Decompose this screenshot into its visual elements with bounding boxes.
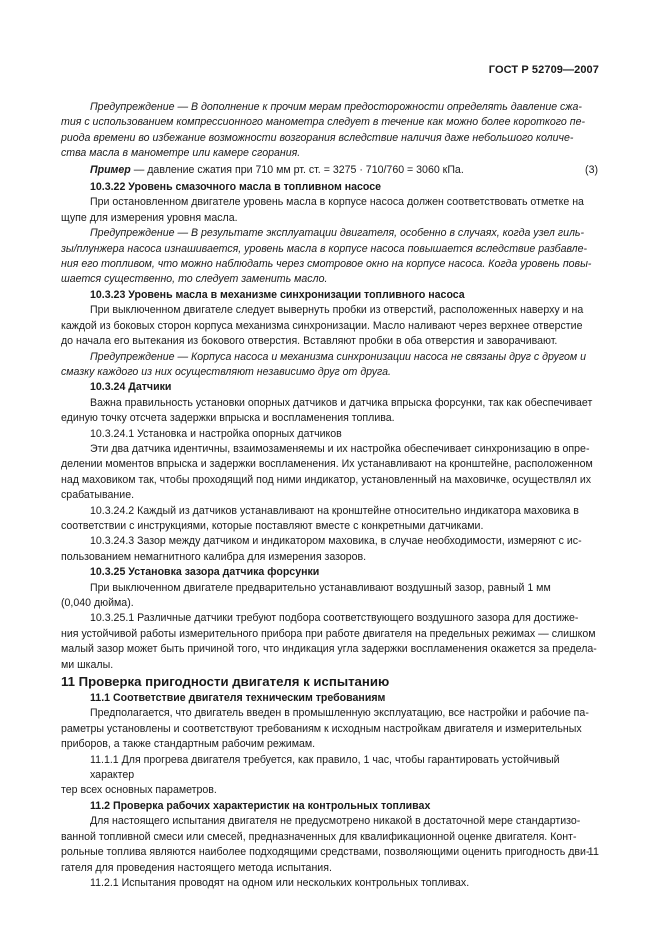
warning-compression-l3: риода времени во избежание возможности возгорания вследствие наличия даже небольшого количе- [61, 131, 574, 144]
para-10-3-22-l2: щупе для измерения уровня масла. [61, 211, 238, 224]
para-10-3-24-1a-l3: над маховиком так, чтобы проходящий под ними индикатор, установленный на маховичке, осуществлял их [61, 473, 592, 486]
document-header: ГОСТ Р 52709—2007 [488, 64, 599, 76]
para-11-2-l3: рольные топлива являются наиболее подходящими средствами, позволяющими оценить пригодность дви- [61, 846, 590, 859]
para-10-3-24-l2: единую точку отсчета задержки впрыска и воспламенения топлива. [61, 412, 395, 425]
heading-10-3-24: 10.3.24 Датчики [90, 381, 172, 394]
example-formula [90, 163, 598, 178]
heading-10-3-22: 10.3.22 Уровень смазочного масла в топливном насосе [90, 181, 382, 194]
para-10-3-25-1-l4: ми шкалы. [61, 658, 114, 671]
heading-10-3-23: 10.3.23 Уровень масла в механизме синхронизации топливного насоса [90, 288, 465, 301]
formula-number: (3) [585, 163, 598, 176]
para-10-3-25-1-l1: 10.3.25.1 Различные датчики требуют подбора соответствующего воздушного зазора для достиже- [90, 612, 579, 625]
heading-11-2: 11.2 Проверка рабочих характеристик на контрольных топливах [90, 799, 431, 812]
para-11-2-1: 11.2.1 Испытания проводят на одном или нескольких контрольных топливах. [90, 876, 470, 889]
para-11-2-l2: ванной топливной смеси или смесей, предназначенных для квалификационной оценке двигателя. Конт- [61, 830, 577, 843]
para-10-3-24-1a-l4: срабатывание. [61, 489, 135, 502]
warning-oil-level-l4: шается существенно, то следует заменить масло. [61, 273, 328, 286]
warning-compression-l1: Предупреждение — В дополнение к прочим мерам предосторожности определять давление сжа- [90, 101, 582, 113]
para-10-3-24-2-l2: соответствии с инструкциями, которые поставляют вместе с конкретными датчиками. [61, 519, 484, 532]
para-11-1-1-l1: 11.1.1 Для прогрева двигателя требуется, как правило, 1 час, чтобы гарантировать устойчивый характер [90, 753, 560, 782]
para-10-3-23-l2: каждой из боковых сторон корпуса механизма синхронизации. Масло наливают через верхнее отверстие [61, 319, 583, 332]
example-text: — давление сжатия при 710 мм рт. ст. = 3275 · 710/760 = 3060 кПа. [130, 163, 464, 176]
para-10-3-24-1a-l1: Эти два датчика идентичны, взаимозаменяемы и их настройка обеспечивает синхронизацию в опре- [90, 442, 590, 455]
para-11-1-l1: Предполагается, что двигатель введен в промышленную эксплуатацию, все настройки и рабочие па- [90, 707, 589, 720]
heading-11-1: 11.1 Соответствие двигателя техническим требованиям [90, 692, 386, 705]
warning-oil-level-l2: зы/плунжера насоса изнашивается, уровень масла в корпусе насоса повышается вследствие разбавле- [61, 242, 588, 255]
para-10-3-24-l1: Важна правильность установки опорных датчиков и датчика впрыска форсунки, так как обеспечивает [90, 396, 593, 409]
warning-sync-l1: Предупреждение — Корпуса насоса и механизма синхронизации насоса не связаны друг с другом и [90, 350, 586, 363]
para-11-1-l2: раметры установлены и соответствуют требованиям к исходным настройкам двигателя и измерительных [61, 722, 582, 735]
para-10-3-25-1-l3: малый зазор может быть причиной того, что индикация угла задержки воспламенения окажется за предела- [61, 643, 597, 656]
para-11-2-l4: гателя для проведения настоящего метода испытания. [61, 861, 332, 874]
para-10-3-24-3-l1: 10.3.24.3 Зазор между датчиком и индикатором маховика, в случае необходимости, измеряют с ис- [90, 535, 582, 548]
para-11-2-l1: Для настоящего испытания двигателя не предусмотрено никакой в достаточной мере стандартизо- [90, 815, 581, 828]
para-10-3-25-1-l2: ния устойчивой работы измерительного прибора при работе двигателя на предельных режимах — слишком [61, 627, 596, 640]
para-10-3-24-3-l2: пользованием немагнитного калибра для измерения зазоров. [61, 550, 367, 563]
example-label: Пример [90, 163, 131, 176]
para-10-3-22-l1: При остановленном двигателе уровень масла в корпусе насоса должен соответствовать отметке на [90, 196, 584, 209]
warning-oil-level-l1: Предупреждение — В результате эксплуатации двигателя, особенно в случаях, когда узел гиль- [90, 227, 585, 240]
para-10-3-23-l3: до начала его вытекания из бокового отверстия. Вставляют пробки в оба отверстия и заворачивают. [61, 335, 558, 348]
para-10-3-23-l1: При выключенном двигателе следует вывернуть пробки из отверстий, расположенных наверху и на [90, 304, 584, 317]
page-number: 11 [587, 846, 599, 858]
section-11-title: 11 Проверка пригодности двигателя к испытанию [61, 674, 390, 690]
para-11-1-l3: приборов, а также стандартным рабочим режимам. [61, 738, 316, 751]
warning-compression-l4: ства масла в манометре или камере сгорания. [61, 147, 301, 160]
document-body [61, 100, 598, 891]
warning-oil-level-l3: ния его топливом, что можно наблюдать через смотровое окно на корпусе насоса. Когда уровень повы- [61, 258, 592, 271]
warning-sync-l2: смазку каждого из них осуществляют независимо друг от друга. [61, 365, 391, 378]
heading-10-3-25: 10.3.25 Установка зазора датчика форсунки [90, 566, 320, 579]
para-10-3-24-1a-l2: делении моментов впрыска и задержки воспламенения. Их устанавливают на кронштейне, расположенном [61, 458, 593, 471]
para-11-1-1-l2: тер всех основных параметров. [61, 784, 217, 797]
para-10-3-24-1: 10.3.24.1 Установка и настройка опорных датчиков [90, 427, 342, 440]
para-10-3-25-l2: (0,040 дюйма). [61, 597, 134, 609]
para-10-3-24-2-l1: 10.3.24.2 Каждый из датчиков устанавливают на кронштейне относительно индикатора маховика в [90, 504, 579, 517]
warning-compression-l2: тия с использованием компрессионного манометра следует в течение как можно более короткого пе- [61, 116, 585, 129]
para-10-3-25-l1: При выключенном двигателе предварительно устанавливают воздушный зазор, равный 1 мм [90, 581, 551, 594]
